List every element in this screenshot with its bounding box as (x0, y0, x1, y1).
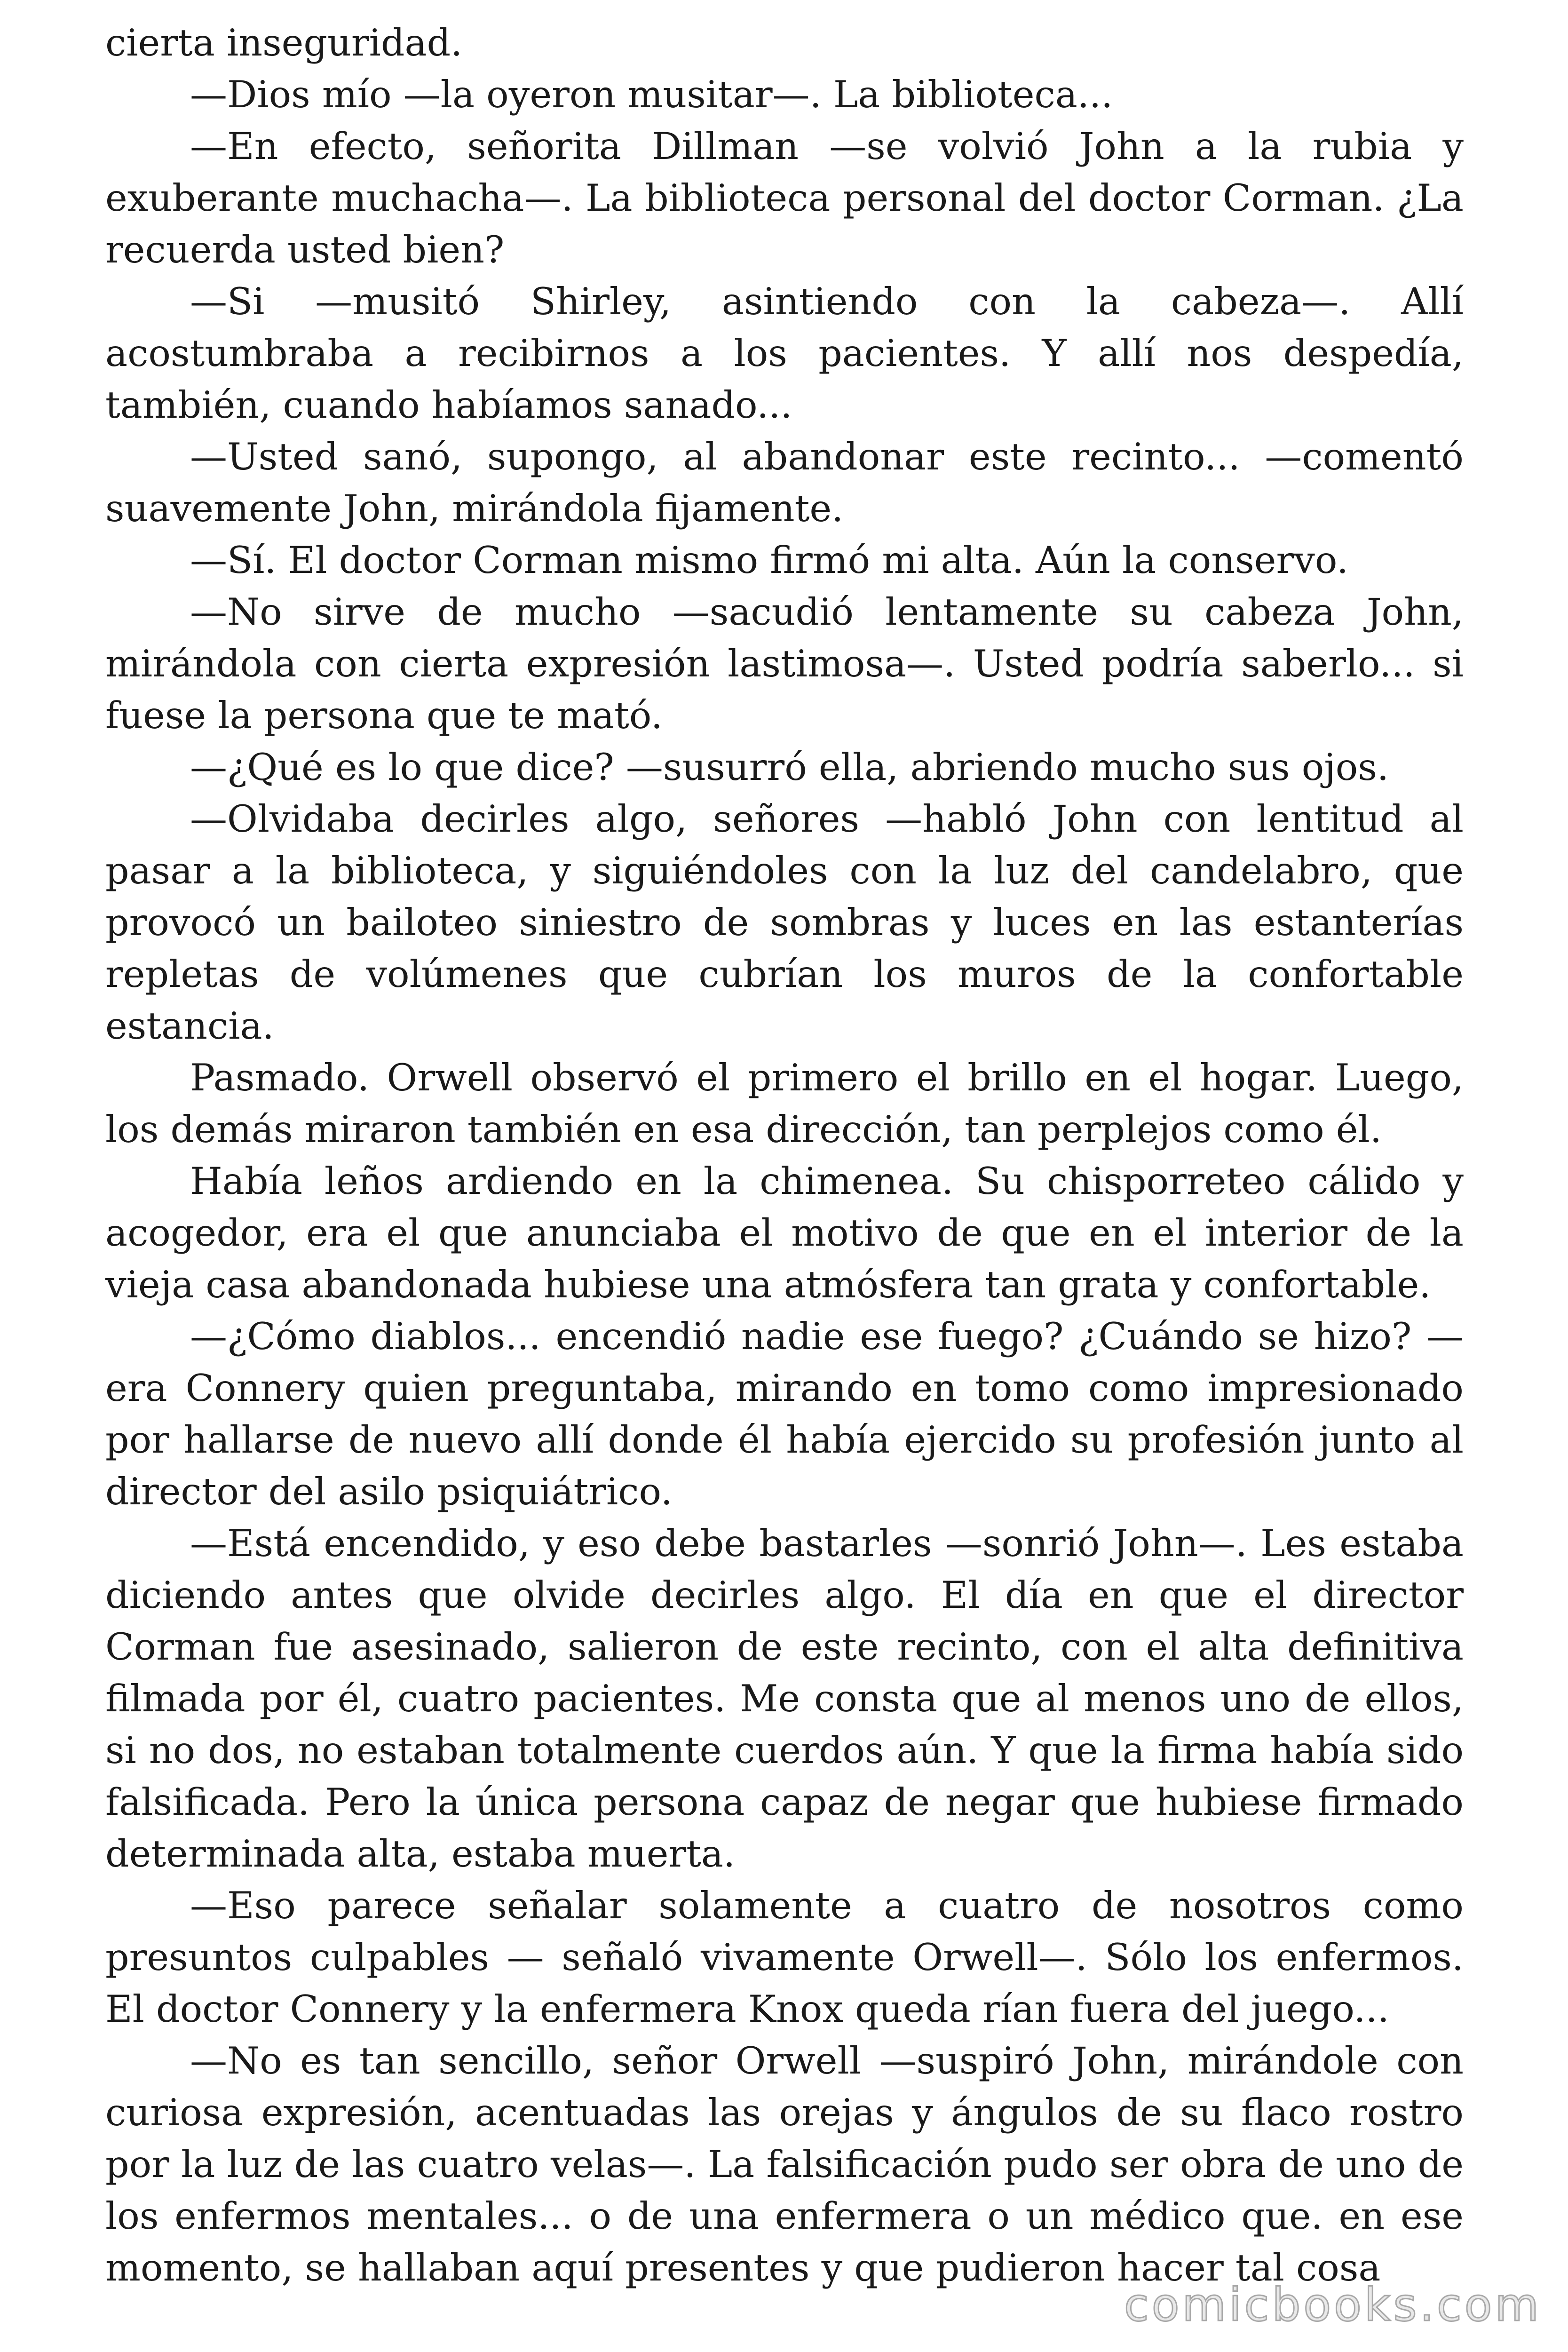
paragraph-1: cierta inseguridad. (105, 21, 463, 64)
paragraph-6: —Sí. El doctor Corman mismo firmó mi alta. Aún la conservo. (190, 539, 1349, 582)
paragraph-12: —¿Cómo diablos... encendió nadie ese fuego? ¿Cuándo se hizo? —era Connery quien preguntaba, mirando en tomo como impresionado por hallarse de nuevo allí donde él había ejercido su profesión junto al director del asilo psiquiátrico. (105, 1315, 1464, 1513)
paragraph-11: Había leños ardiendo en la chimenea. Su chisporreteo cálido y acogedor, era el que anunciaba el motivo de que en el interior de la vieja casa abandonada hubiese una atmósfera tan grata y confortable. (105, 1160, 1464, 1306)
paragraph-4: —Si —musitó Shirley, asintiendo con la cabeza—. Allí acostumbraba a recibirnos a los pacientes. Y allí nos despedía, también, cuando habíamos sanado... (105, 280, 1464, 427)
paragraph-2: —Dios mío —la oyeron musitar—. La biblioteca... (190, 73, 1113, 116)
paragraph-8: —¿Qué es lo que dice? —susurró ella, abriendo mucho sus ojos. (190, 746, 1389, 789)
paragraph-3: —En efecto, señorita Dillman —se volvió John a la rubia y exuberante muchacha—. La biblioteca personal del doctor Corman. ¿La recuerda usted bien? (105, 125, 1464, 271)
paragraph-14: —Eso parece señalar solamente a cuatro de nosotros como presuntos culpables — señaló vivamente Orwell—. Sólo los enfermos. El doctor Connery y la enfermera Knox queda rían fuera del juego... (105, 1884, 1464, 2031)
paragraph-7: —No sirve de mucho —sacudió lentamente su cabeza John, mirándola con cierta expresión lastimosa—. Usted podría saberlo... si fuese la persona que te mató. (105, 590, 1464, 737)
paragraph-15: —No es tan sencillo, señor Orwell —suspiró John, mirándole con curiosa expresión, acentuadas las orejas y ángulos de su flaco rostro por la luz de las cuatro velas—. La falsificación pudo ser obra de uno de los enfermos mentales... o de una enfermera o un médico que. en ese momento, se hallaban aquí presentes y que pudieron hacer tal cosa (105, 2039, 1464, 2289)
paragraph-10: Pasmado. Orwell observó el primero el brillo en el hogar. Luego, los demás miraron también en esa dirección, tan perplejos como él. (105, 1056, 1464, 1151)
paragraph-13: —Está encendido, y eso debe bastarles —sonrió John—. Les estaba diciendo antes que olvide decirles algo. El día en que el director Corman fue asesinado, salieron de este recinto, con el alta definitiva filmada por él, cuatro pacientes. Me consta que al menos uno de ellos, si no dos, no estaban totalmente cuerdos aún. Y que la firma había sido falsificada. Pero la única persona capaz de negar que hubiese firmado determinada alta, estaba muerta. (105, 1522, 1464, 1875)
paragraph-9: —Olvidaba decirles algo, señores —habló John con lentitud al pasar a la biblioteca, y siguiéndoles con la luz del candelabro, que provocó un bailoteo siniestro de sombras y luces en las estanterías repletas de volúmenes que cubrían los muros de la confortable estancia. (105, 797, 1464, 1048)
document-page (105, 17, 1464, 2294)
watermark-logo: comicbooks.com (1124, 2279, 1542, 2331)
paragraph-5: —Usted sanó, supongo, al abandonar este recinto... —comentó suavemente John, mirándola fijamente. (105, 435, 1464, 530)
